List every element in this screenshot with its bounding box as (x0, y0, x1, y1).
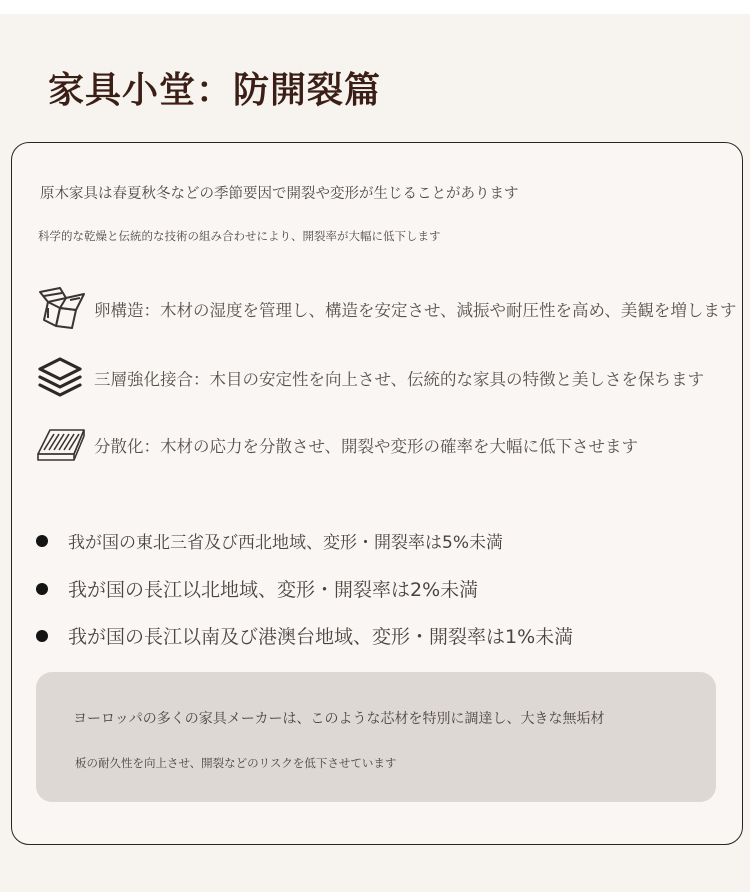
feature-item-dispersion (36, 420, 638, 470)
stat-item (36, 622, 573, 649)
layers-icon (36, 353, 88, 403)
bullet-icon (36, 630, 48, 642)
stat-item (36, 575, 478, 602)
top-strip (0, 0, 750, 14)
bullet-icon (36, 583, 48, 595)
intro-line-2: 科学的な乾燥と伝統的な技術の組み合わせにより、開裂率が大幅に低下します (38, 229, 441, 243)
wood-plank-icon (36, 420, 88, 470)
page-title: 家具小堂：防開裂篇 (48, 70, 382, 111)
feature-item-structure (36, 284, 736, 334)
stat-text: 我が国の長江以北地域、変形・開裂率は2%未満 (68, 579, 479, 601)
stat-text: 我が国の東北三省及び西北地域、変形・開裂率は5%未満 (68, 533, 503, 553)
note-line-2: 板の耐久性を向上させ、開裂などのリスクを低下させています (75, 756, 397, 770)
note-box (36, 672, 716, 802)
stat-text: 我が国の長江以南及び港澳台地域、変形・開裂率は1%未満 (68, 626, 574, 648)
intro-line-1: 原木家具は春夏秋冬などの季節要因で開裂や変形が生じることがあります (40, 186, 519, 202)
note-line-1: ヨーロッパの多くの家具メーカーは、このような芯材を特別に調達し、大きな無垢材 (73, 711, 605, 727)
feature-text: 三層強化接合：木目の安定性を向上させ、伝統的な家具の特徴と美しさを保ちます (94, 370, 705, 389)
stat-item (36, 528, 503, 553)
bullet-icon (36, 535, 48, 547)
feature-text: 分散化：木材の応力を分散させ、開裂や変形の確率を大幅に低下させます (94, 437, 639, 456)
interlocking-joint-icon (36, 284, 88, 334)
feature-item-layers (36, 353, 704, 403)
feature-text: 卵構造：木材の湿度を管理し、構造を安定させ、減振や耐圧性を高め、美観を増します (94, 301, 737, 320)
